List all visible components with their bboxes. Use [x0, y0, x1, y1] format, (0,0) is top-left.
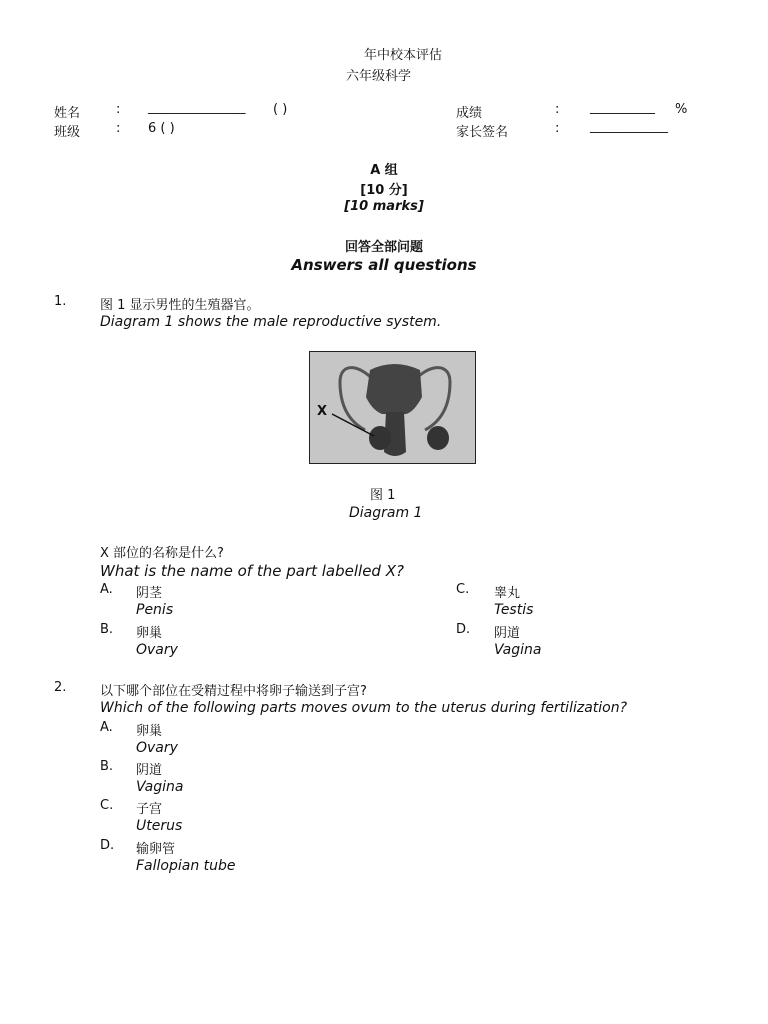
q1-option-b-cn: 卵巢 — [136, 626, 163, 641]
exam-subtitle: 六年级科学 — [346, 69, 412, 84]
q2-option-b-en: Vagina — [136, 779, 184, 795]
q1-option-b-letter: B. — [100, 622, 114, 637]
reproductive-organ-illustration — [310, 352, 475, 463]
q1-ask-cn: X 部位的名称是什么? — [100, 546, 224, 561]
q1-text-cn: 图 1 显示男性的生殖器官。 — [100, 298, 260, 313]
section-group: A 组 — [370, 163, 398, 178]
q1-option-a-cn: 阴茎 — [136, 586, 163, 601]
q2-option-a-letter: A. — [100, 720, 113, 735]
class-label: 班级 — [54, 125, 81, 140]
parent-signature-label: 家长签名 — [456, 125, 509, 140]
q1-option-d-cn: 阴道 — [494, 626, 521, 641]
q2-option-b-cn: 阴道 — [136, 763, 163, 778]
q2-option-a-cn: 卵巢 — [136, 724, 163, 739]
q2-option-b-letter: B. — [100, 759, 114, 774]
name-colon: : — [116, 102, 121, 117]
instruction-en: Answers all questions — [291, 256, 477, 274]
diagram-caption-en: Diagram 1 — [349, 505, 423, 521]
class-colon: : — [116, 121, 121, 136]
label-x-marker: X — [317, 404, 328, 419]
q2-option-d-cn: 输卵管 — [136, 842, 176, 857]
score-unit: % — [675, 102, 688, 117]
class-value: 6 ( ) — [148, 121, 175, 136]
q1-option-a-en: Penis — [136, 602, 174, 618]
section-marks-en: [10 marks] — [344, 199, 424, 214]
name-blank: _______________ — [148, 100, 246, 115]
q1-option-c-cn: 睾丸 — [494, 586, 521, 601]
q1-option-a-letter: A. — [100, 582, 113, 597]
name-number-parens: ( ) — [273, 102, 288, 117]
male-reproductive-diagram — [309, 351, 476, 464]
q2-text-en: Which of the following parts moves ovum to the uterus during fertilization? — [100, 700, 628, 716]
q2-option-c-en: Uterus — [136, 818, 183, 834]
parent-signature-blank: ____________ — [590, 119, 668, 134]
exam-title: 年中校本评估 — [364, 48, 443, 63]
q2-option-d-letter: D. — [100, 838, 115, 853]
q2-text-cn: 以下哪个部位在受精过程中将卵子输送到子宫? — [100, 684, 367, 699]
score-blank: __________ — [590, 100, 655, 115]
q1-number: 1. — [54, 294, 67, 309]
parent-signature-colon: : — [555, 121, 560, 136]
q1-option-d-letter: D. — [456, 622, 471, 637]
score-colon: : — [555, 102, 560, 117]
q1-option-c-en: Testis — [494, 602, 534, 618]
q2-number: 2. — [54, 680, 67, 695]
q2-option-c-cn: 子宫 — [136, 802, 163, 817]
name-label: 姓名 — [54, 106, 81, 121]
q1-ask-en: What is the name of the part labelled X? — [100, 562, 404, 580]
q1-text-en: Diagram 1 shows the male reproductive system. — [100, 314, 442, 330]
q2-option-c-letter: C. — [100, 798, 114, 813]
score-label: 成绩 — [456, 106, 483, 121]
q1-option-c-letter: C. — [456, 582, 470, 597]
q1-option-b-en: Ovary — [136, 642, 178, 658]
q2-option-a-en: Ovary — [136, 740, 178, 756]
section-marks-cn: [10 分] — [360, 183, 408, 198]
diagram-caption-cn: 图 1 — [370, 488, 396, 503]
instruction-cn: 回答全部问题 — [344, 240, 423, 255]
q2-option-d-en: Fallopian tube — [136, 858, 236, 874]
q1-option-d-en: Vagina — [494, 642, 542, 658]
